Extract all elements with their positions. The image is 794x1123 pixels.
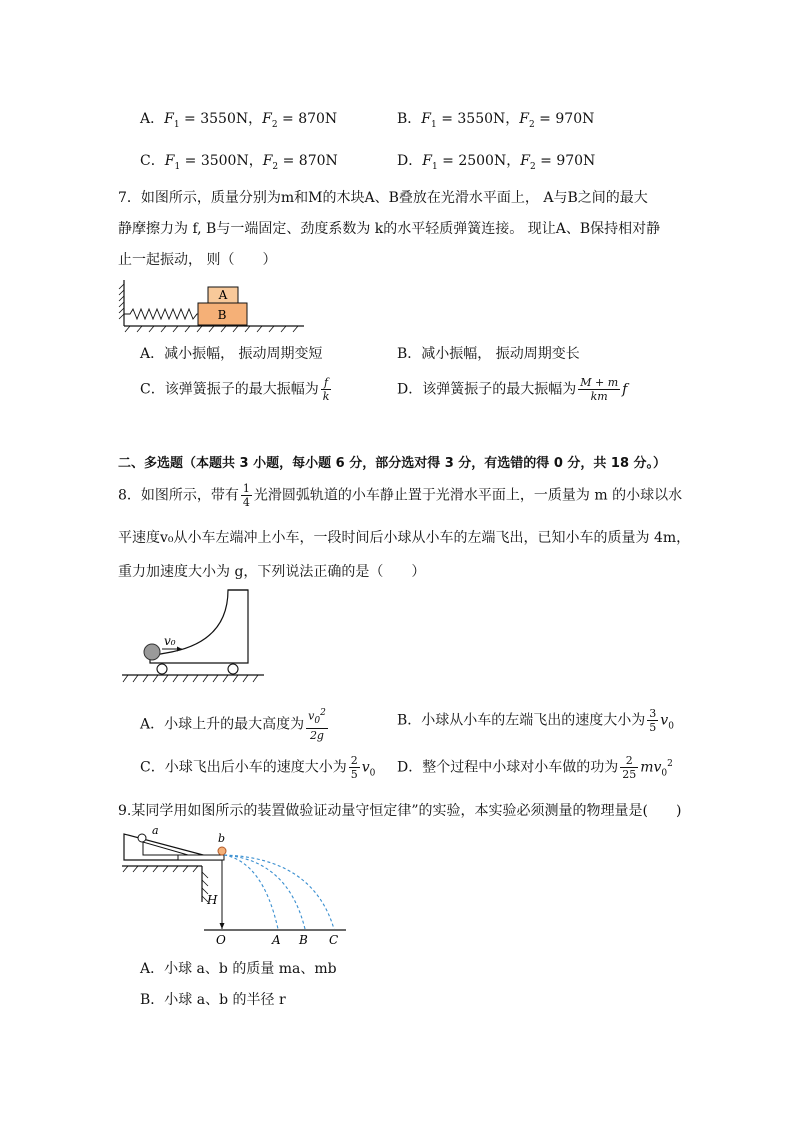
v0-label: v₀ xyxy=(164,634,176,648)
point-a-label: A xyxy=(272,933,281,947)
q8-option-c[interactable]: C．小球飞出后小车的速度大小为 $\frac{2}{5}$ $v_0$ xyxy=(140,754,376,781)
q7-option-d[interactable]: D．该弹簧振子的最大振幅为 $\frac{M + m}{km}$ f xyxy=(397,376,628,403)
point-c-label: C xyxy=(329,933,339,947)
q8-option-b[interactable]: B．小球从小车的左端飞出的速度大小为 $\frac{3}{5}$ $v_0$ xyxy=(397,707,674,734)
ball-b xyxy=(218,847,226,855)
q7-spring-block-figure xyxy=(118,276,308,334)
q9-option-a[interactable]: A．小球 a、b 的质量 ma、mb xyxy=(140,961,337,977)
q8-stem-line3: 重力加速度大小为 g，下列说法正确的是（ ） xyxy=(118,564,426,580)
q9-collision-apparatus-figure xyxy=(118,822,350,950)
ball xyxy=(144,644,160,660)
ball-b-label: b xyxy=(218,832,226,845)
q7-option-a[interactable]: A．减小振幅， 振动周期变短 xyxy=(140,346,323,362)
fraction-two-twentyfifths: $\frac{2}{25}$ xyxy=(622,754,637,781)
trajectory-c xyxy=(224,855,334,929)
ball-a xyxy=(138,834,146,842)
block-b-label: B xyxy=(217,308,227,322)
wheel-left xyxy=(157,664,167,674)
spring-icon xyxy=(124,309,198,319)
block-a-label: A xyxy=(218,288,228,302)
q6-option-d[interactable]: D．$F_1 = 2500N$，$F_2 = 970N$ xyxy=(397,153,596,172)
q7-stem-line2: 静摩擦力为 f, B与一端固定、劲度系数为 k的水平轻质弹簧连接。 现让A、B保持相对静 xyxy=(118,221,661,237)
q9-stem-line1: 9.某同学用如图所示的装置做验证动量守恒定律”的实验，本实验必须测量的物理量是( ) xyxy=(118,803,682,819)
quarter-circle-cart xyxy=(150,590,248,663)
q7-option-c[interactable]: C．该弹簧振子的最大振幅为 $\frac{f}{k}$ xyxy=(140,376,330,403)
q8-option-a[interactable]: A．小球上升的最大高度为 $\frac{v_0^2}{2g}$ xyxy=(140,708,326,742)
q7-stem-line3: 止一起振动， 则（ ） xyxy=(118,252,277,268)
fraction-three-fifths: $\frac{3}{5}$ xyxy=(649,707,657,734)
fraction-two-fifths: $\frac{2}{5}$ xyxy=(350,754,358,781)
q8-stem-line2: 平速度v₀从小车左端冲上小车，一段时间后小球从小车的左端飞出，已知小车的质量为 4m， xyxy=(118,530,691,546)
trajectory-a xyxy=(224,855,278,929)
section-2-heading: 二、多选题（本题共 3 小题，每小题 6 分，部分选对得 3 分，有选错的得 0 分，共 18 分。） xyxy=(118,456,667,471)
q6-option-b[interactable]: B．$F_1 = 3550N$，$F_2 = 970N$ xyxy=(397,111,595,130)
point-b-label: B xyxy=(299,933,308,947)
q8-cart-track-figure xyxy=(118,585,268,687)
height-h-label: H xyxy=(207,893,218,907)
ball-a-label: a xyxy=(152,824,159,837)
q9-option-b[interactable]: B．小球 a、b 的半径 r xyxy=(140,992,286,1008)
q7-option-b[interactable]: B．减小振幅， 振动周期变长 xyxy=(397,346,580,362)
trajectory-b xyxy=(224,855,305,929)
point-o-label: O xyxy=(216,933,226,947)
q6-option-a[interactable]: A．$F_1 = 3550N$，$F_2 = 870N$ xyxy=(140,111,338,130)
q7-stem-line1: 7．如图所示，质量分别为m和M的木块A、B叠放在光滑水平面上， A与B之间的最大 xyxy=(118,190,648,206)
fraction-mass-over-km: $\frac{M + m}{km}$ xyxy=(580,376,619,403)
q8-option-d[interactable]: D．整个过程中小球对小车做的功为 $\frac{2}{25}$ $mv_0^2$ xyxy=(397,754,673,781)
q8-stem-line1: 8．如图所示，带有 $\frac{1}{4}$ 光滑圆弧轨道的小车静止置于光滑水平面上，一质量为 m 的小球以水 xyxy=(118,482,683,509)
fraction-v0sq-over-2g: $\frac{v_0^2}{2g}$ xyxy=(308,708,326,742)
fraction-f-over-k: $\frac{f}{k}$ xyxy=(322,376,330,403)
wheel-right xyxy=(228,664,238,674)
q6-option-c[interactable]: C．$F_1 = 3500N$，$F_2 = 870N$ xyxy=(140,153,338,172)
fraction-one-quarter: $\frac{1}{4}$ xyxy=(242,482,250,509)
